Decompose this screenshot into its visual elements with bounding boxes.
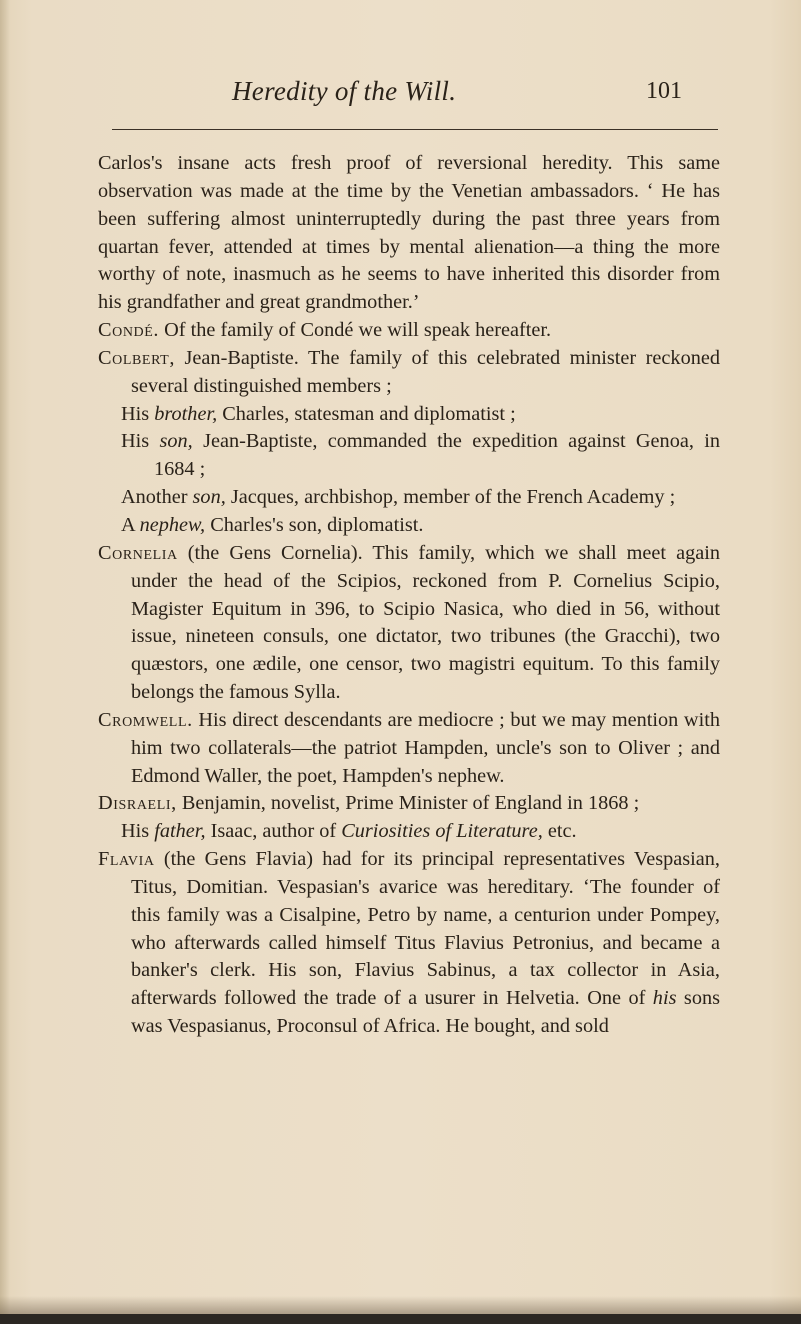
relation-label: father, bbox=[154, 820, 206, 843]
subentry-colbert-son: His son, Jean-Baptiste, commanded the expedition against Genoa, in 1684 ; bbox=[121, 430, 720, 481]
subentry-disraeli-father: His father, Isaac, author of Curiosities of Literature, etc. bbox=[121, 820, 577, 843]
entry-disraeli bbox=[98, 790, 720, 818]
entry-conde bbox=[98, 317, 720, 345]
header-rule bbox=[112, 129, 718, 130]
relation-label: son, bbox=[192, 486, 226, 509]
entry-heading-disraeli: Disraeli, bbox=[98, 792, 177, 815]
running-title: Heredity of the Will. bbox=[232, 76, 457, 106]
subentry-colbert-son-2: Another son, Jacques, archbishop, member of the French Academy ; bbox=[121, 486, 676, 509]
entry-text-cornelia: (the Gens Cornelia). This family, which we shall meet again under the head of the Scipios, reckoned from P. Cornelius Scipio, Magister Equitum in 396, to Scipio Nasica, who died in 56, without issue, nineteen consuls, one dictator, two tribunes (the Gracchi), two quæstors, one ædile, one censor, two magistri equitum. To this family belongs the famous Sylla. bbox=[131, 541, 720, 704]
entry-cromwell bbox=[98, 707, 720, 791]
relation-label: brother, bbox=[154, 402, 218, 425]
subentry-colbert-nephew: A nephew, Charles's son, diplomatist. bbox=[121, 513, 424, 536]
relation-label: son, bbox=[159, 430, 193, 453]
subentry-colbert-brother: His brother, Charles, statesman and diplomatist ; bbox=[121, 402, 516, 425]
entry-heading-cromwell: Cromwell. bbox=[98, 708, 193, 731]
entry-heading-conde: Condé. bbox=[98, 319, 160, 342]
entry-heading-cornelia: Cornelia bbox=[98, 541, 178, 564]
page-bottom-edge bbox=[0, 1314, 801, 1324]
page-header bbox=[0, 76, 801, 116]
entry-text-colbert: Jean-Baptiste. The family of this celebrated minister reckoned several distinguished members ; bbox=[131, 346, 720, 397]
gutter-shadow bbox=[0, 0, 10, 1324]
italic-word: his bbox=[652, 987, 677, 1010]
entry-text-disraeli: Benjamin, novelist, Prime Minister of England in 1868 ; bbox=[176, 792, 640, 815]
page-body bbox=[98, 150, 720, 1041]
entry-heading-colbert: Colbert, bbox=[98, 346, 175, 369]
book-title: Curiosities of Literature, bbox=[341, 820, 543, 843]
entry-cornelia bbox=[98, 540, 720, 707]
entry-colbert bbox=[98, 345, 720, 401]
page-number: 101 bbox=[646, 78, 682, 104]
paragraph-carlos: Carlos's insane acts fresh proof of reversional heredity. This same observation was made at the time by the Venetian ambassadors. ‘ He has been suffering almost uninterruptedly during the past three years from quartan fever, attended at times by mental alienation—a thing the more worthy of note, inasmuch as he seems to have inherited this disorder from his grandfather and great grandmother.’ bbox=[98, 152, 720, 314]
bottom-shadow bbox=[0, 1296, 801, 1314]
entry-heading-flavia: Flavia bbox=[98, 848, 155, 871]
relation-label: nephew, bbox=[139, 513, 206, 536]
entry-text-conde: Of the family of Condé we will speak hereafter. bbox=[159, 319, 552, 342]
entry-text-cromwell: His direct descendants are mediocre ; but we may mention with him two collaterals—the patriot Hampden, uncle's son to Oliver ; and Edmond Waller, the poet, Hampden's nephew. bbox=[131, 708, 720, 787]
entry-flavia: Flavia (the Gens Flavia) had for its principal representatives Vespasian, Titus, Domitian. Vespasian's avarice was hereditary. ‘The founder of this family was a Cisalpine, Petro by name, a centurion under Pompey, who afterwards called himself Titus Flavius Petronius, and became a banker's clerk. His son, Flavius Sabinus, a tax collector in Asia, afterwards followed the trade of a usurer in Helvetia. One of his sons was Vespasianus, Proconsul of Africa. He bought, and sold bbox=[98, 848, 720, 1038]
